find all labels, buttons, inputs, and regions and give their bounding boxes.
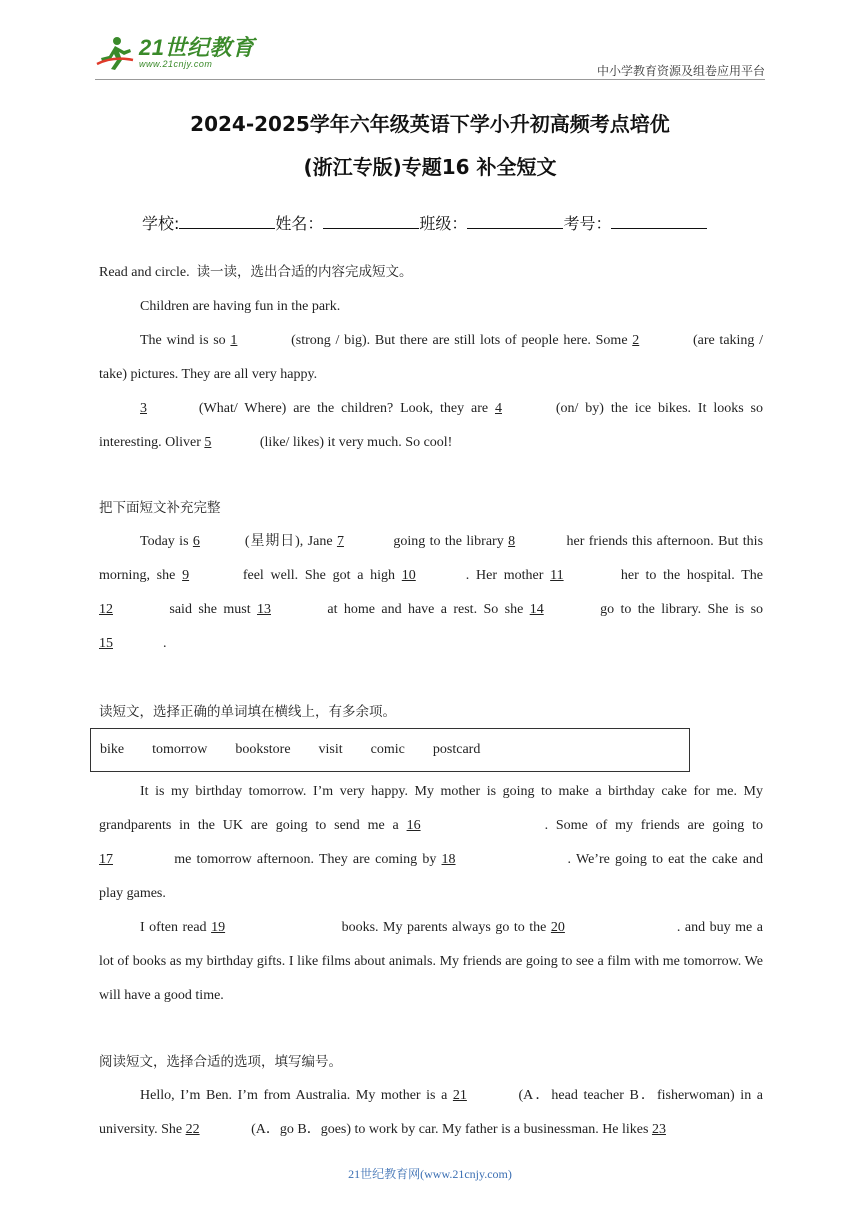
blank-9[interactable]: 9	[182, 568, 190, 583]
section-word-choice	[99, 695, 763, 729]
blank-16[interactable]: 16	[406, 818, 421, 833]
word-bank-item: postcard	[432, 742, 481, 757]
section-read-and-circle	[99, 255, 763, 460]
page-footer: 21世纪教育网(www.21cnjy.com)	[348, 1167, 512, 1181]
section-complete-passage	[99, 491, 763, 661]
section1-heading	[99, 255, 763, 290]
blank-13[interactable]: 13	[257, 602, 271, 617]
header-divider	[95, 79, 765, 80]
word-bank-item: bike	[100, 742, 125, 757]
number-blank[interactable]	[611, 214, 707, 229]
number-label: 考号：	[563, 214, 612, 233]
blank-21[interactable]: 21	[452, 1088, 467, 1103]
blank-6[interactable]: 6	[192, 534, 200, 549]
section4-para: Hello, I’m Ben. I’m from Australia. My mother is a 21 (A．head teacher B．fisherwoman) in a university. She 22 (A．go B．goes) to work by car. My father is a businessman. He likes 23	[99, 1079, 763, 1147]
blank-23[interactable]: 23	[651, 1122, 666, 1137]
blank-3[interactable]: 3	[140, 401, 147, 416]
blank-10[interactable]: 10	[401, 568, 416, 583]
section3-para1: It is my birthday tomorrow. I’m very happy. My mother is going to make a birthday cake for me. My grandparents in the UK are going to send me a 16 . Some of my friends are going to 17 me tomorrow afternoon. They are coming by 18 . We’re going to eat the cake and play games.	[99, 784, 764, 901]
document-title-line2: (浙江专版)专题16 补全短文	[303, 155, 557, 179]
blank-2[interactable]: 2	[632, 333, 640, 348]
word-bank-item: bookstore	[235, 742, 291, 757]
word-bank-item: visit	[318, 742, 343, 757]
blank-7[interactable]: 7	[336, 534, 344, 549]
section1-para2: The wind is so 1 (strong / big). But there are still lots of people here. Some 2 (are taking / take) pictures. They are all very happy.	[99, 324, 763, 392]
class-label: 班级：	[419, 214, 468, 233]
word-bank-item: comic	[370, 742, 405, 757]
section1-para3: 3 (What/ Where) are the children? Look, they are 4 (on/ by) the ice bikes. It looks so interesting. Oliver 5 (like/ likes) it very much. So cool!	[99, 392, 763, 460]
section1-heading-cn: 读一读，选出合适的内容完成短文。	[196, 264, 413, 280]
word-bank	[90, 728, 690, 772]
blank-22[interactable]: 22	[185, 1122, 200, 1137]
blank-15[interactable]: 15	[99, 636, 113, 651]
class-blank[interactable]	[467, 214, 563, 229]
blank-12[interactable]: 12	[99, 602, 113, 617]
blank-1[interactable]: 1	[230, 333, 238, 348]
section2-para: Today is 6 (星期日), Jane 7 going to the library 8 her friends this afternoon. But this morning, she 9 feel well. She got a high 10 . Her mother 11 her to the hospital. The 12 said she must 13 at home and have a rest. So she 14 go to the library. She is so 15 .	[99, 525, 763, 661]
word-bank-item: tomorrow	[152, 742, 208, 757]
section3-para2: I often read 19 books. My parents always go to the 20 . and buy me a lot of books as my birthday gifts. I like films about animals. My friends are going to see a film with me tomorrow. We will have a good time.	[99, 911, 763, 1013]
logo-main-text: 21世纪教育	[139, 35, 255, 60]
blank-4[interactable]: 4	[494, 401, 502, 416]
section2-heading: 把下面短文补充完整	[99, 500, 221, 516]
blank-20[interactable]: 20	[550, 920, 565, 935]
blank-11[interactable]: 11	[550, 568, 564, 583]
section3-heading: 读短文，选择正确的单词填在横线上，有多余项。	[99, 704, 396, 720]
logo-sub-text: www.21cnjy.com	[139, 59, 213, 69]
blank-8[interactable]: 8	[508, 534, 516, 549]
header-tagline: 中小学教育资源及组卷应用平台	[596, 64, 765, 78]
blank-5[interactable]: 5	[204, 435, 212, 450]
runner-logo-icon	[95, 36, 135, 70]
school-label: 学校:	[142, 214, 180, 233]
name-label: 姓名：	[275, 214, 324, 233]
section1-heading-en: Read and circle.	[99, 265, 190, 280]
blank-17[interactable]: 17	[99, 852, 113, 867]
blank-19[interactable]: 19	[211, 920, 226, 935]
student-info-row	[142, 211, 707, 234]
section-reading-choice	[99, 1045, 763, 1147]
school-blank[interactable]	[179, 214, 275, 229]
site-logo	[95, 36, 254, 70]
blank-18[interactable]: 18	[441, 852, 456, 867]
page-header	[95, 30, 765, 80]
name-blank[interactable]	[323, 214, 419, 229]
section3-passage	[99, 775, 763, 1013]
document-title-line1: 2024-2025学年六年级英语下学小升初高频考点培优	[190, 112, 670, 136]
section1-para1: Children are having fun in the park.	[140, 299, 341, 314]
section4-heading: 阅读短文，选择合适的选项，填写编号。	[99, 1054, 342, 1070]
blank-14[interactable]: 14	[529, 602, 544, 617]
